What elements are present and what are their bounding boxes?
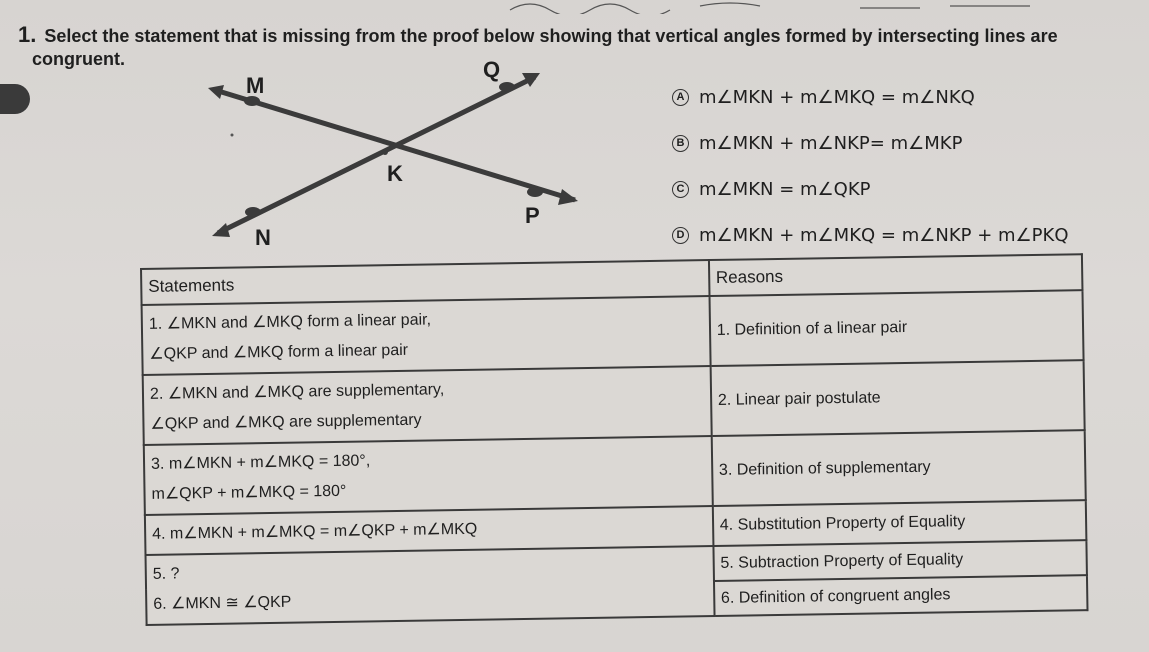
statement-4: 4. m∠MKN + m∠MKQ = m∠QKP + m∠MKQ bbox=[145, 506, 713, 555]
statement-2-line-1: 2. ∠MKN and ∠MKQ are supplementary, bbox=[149, 381, 445, 403]
choice-b-bubble[interactable]: B bbox=[672, 135, 689, 152]
arrow-n bbox=[212, 223, 230, 237]
choice-b-text: m∠MKN + m∠NKP= m∠MKP bbox=[699, 132, 963, 154]
choice-b[interactable] bbox=[672, 120, 1142, 166]
reason-5: 5. Subtraction Property of Equality bbox=[713, 540, 1087, 581]
label-p: P bbox=[525, 203, 540, 228]
question-line-1: Select the statement that is missing from the proof below showing that vertical angles formed by intersecting lines are bbox=[44, 26, 1058, 46]
choice-a-bubble[interactable]: A bbox=[672, 89, 689, 106]
line-nq bbox=[218, 77, 535, 233]
proof-table bbox=[140, 253, 1089, 626]
question-number: 1. bbox=[18, 22, 37, 47]
statement-1-line-2: ∠QKP and ∠MKQ form a linear pair bbox=[149, 341, 409, 363]
point-n bbox=[245, 207, 261, 217]
choice-a-text: m∠MKN + m∠MKQ = m∠NKQ bbox=[699, 86, 975, 108]
statement-3-line-2: m∠QKP + m∠MKQ = 180° bbox=[151, 482, 347, 503]
label-n: N bbox=[255, 225, 271, 250]
question-line-2: congruent. bbox=[32, 49, 125, 69]
choice-c-bubble[interactable]: C bbox=[672, 181, 689, 198]
statement-2 bbox=[143, 366, 712, 445]
choice-d-bubble[interactable]: D bbox=[672, 227, 689, 244]
label-k: K bbox=[387, 161, 403, 186]
choice-c[interactable] bbox=[672, 166, 1142, 212]
statements-5-6 bbox=[146, 546, 715, 625]
intersecting-lines-diagram bbox=[0, 55, 600, 265]
arrow-m bbox=[208, 85, 224, 99]
statement-6: 6. ∠MKN ≅ ∠QKP bbox=[153, 593, 292, 613]
statement-3 bbox=[144, 436, 713, 515]
reason-1: 1. Definition of a linear pair bbox=[709, 290, 1083, 366]
statement-1 bbox=[142, 296, 711, 375]
reason-6: 6. Definition of congruent angles bbox=[714, 575, 1088, 616]
answer-choices bbox=[672, 74, 1142, 258]
point-p bbox=[527, 187, 543, 197]
label-m: M bbox=[246, 73, 265, 98]
point-k bbox=[382, 149, 388, 155]
choice-c-text: m∠MKN = m∠QKP bbox=[699, 178, 871, 200]
lines-figure bbox=[0, 55, 600, 265]
statement-5: 5. ? bbox=[152, 565, 180, 583]
label-q: Q bbox=[483, 57, 501, 82]
reasons-header: Reasons bbox=[709, 254, 1083, 296]
arrow-p bbox=[558, 189, 578, 205]
reason-4: 4. Substitution Property of Equality bbox=[713, 500, 1087, 546]
statement-2-line-2: ∠QKP and ∠MKQ are supplementary bbox=[150, 411, 422, 433]
choice-d[interactable] bbox=[672, 212, 1142, 258]
choice-d-text: m∠MKN + m∠MKQ = m∠NKP + m∠PKQ bbox=[699, 224, 1069, 246]
stray-dot bbox=[231, 134, 234, 137]
top-scribble bbox=[480, 0, 1080, 14]
statement-1-line-1: 1. ∠MKN and ∠MKQ form a linear pair, bbox=[148, 311, 432, 333]
statement-3-line-1: 3. m∠MKN + m∠MKQ = 180°, bbox=[150, 452, 371, 473]
choice-a[interactable] bbox=[672, 74, 1142, 120]
reason-3: 3. Definition of supplementary bbox=[711, 430, 1085, 506]
question-text bbox=[18, 24, 1118, 47]
reason-2: 2. Linear pair postulate bbox=[710, 360, 1084, 436]
point-q bbox=[499, 82, 515, 92]
statements-header: Statements bbox=[141, 260, 709, 305]
